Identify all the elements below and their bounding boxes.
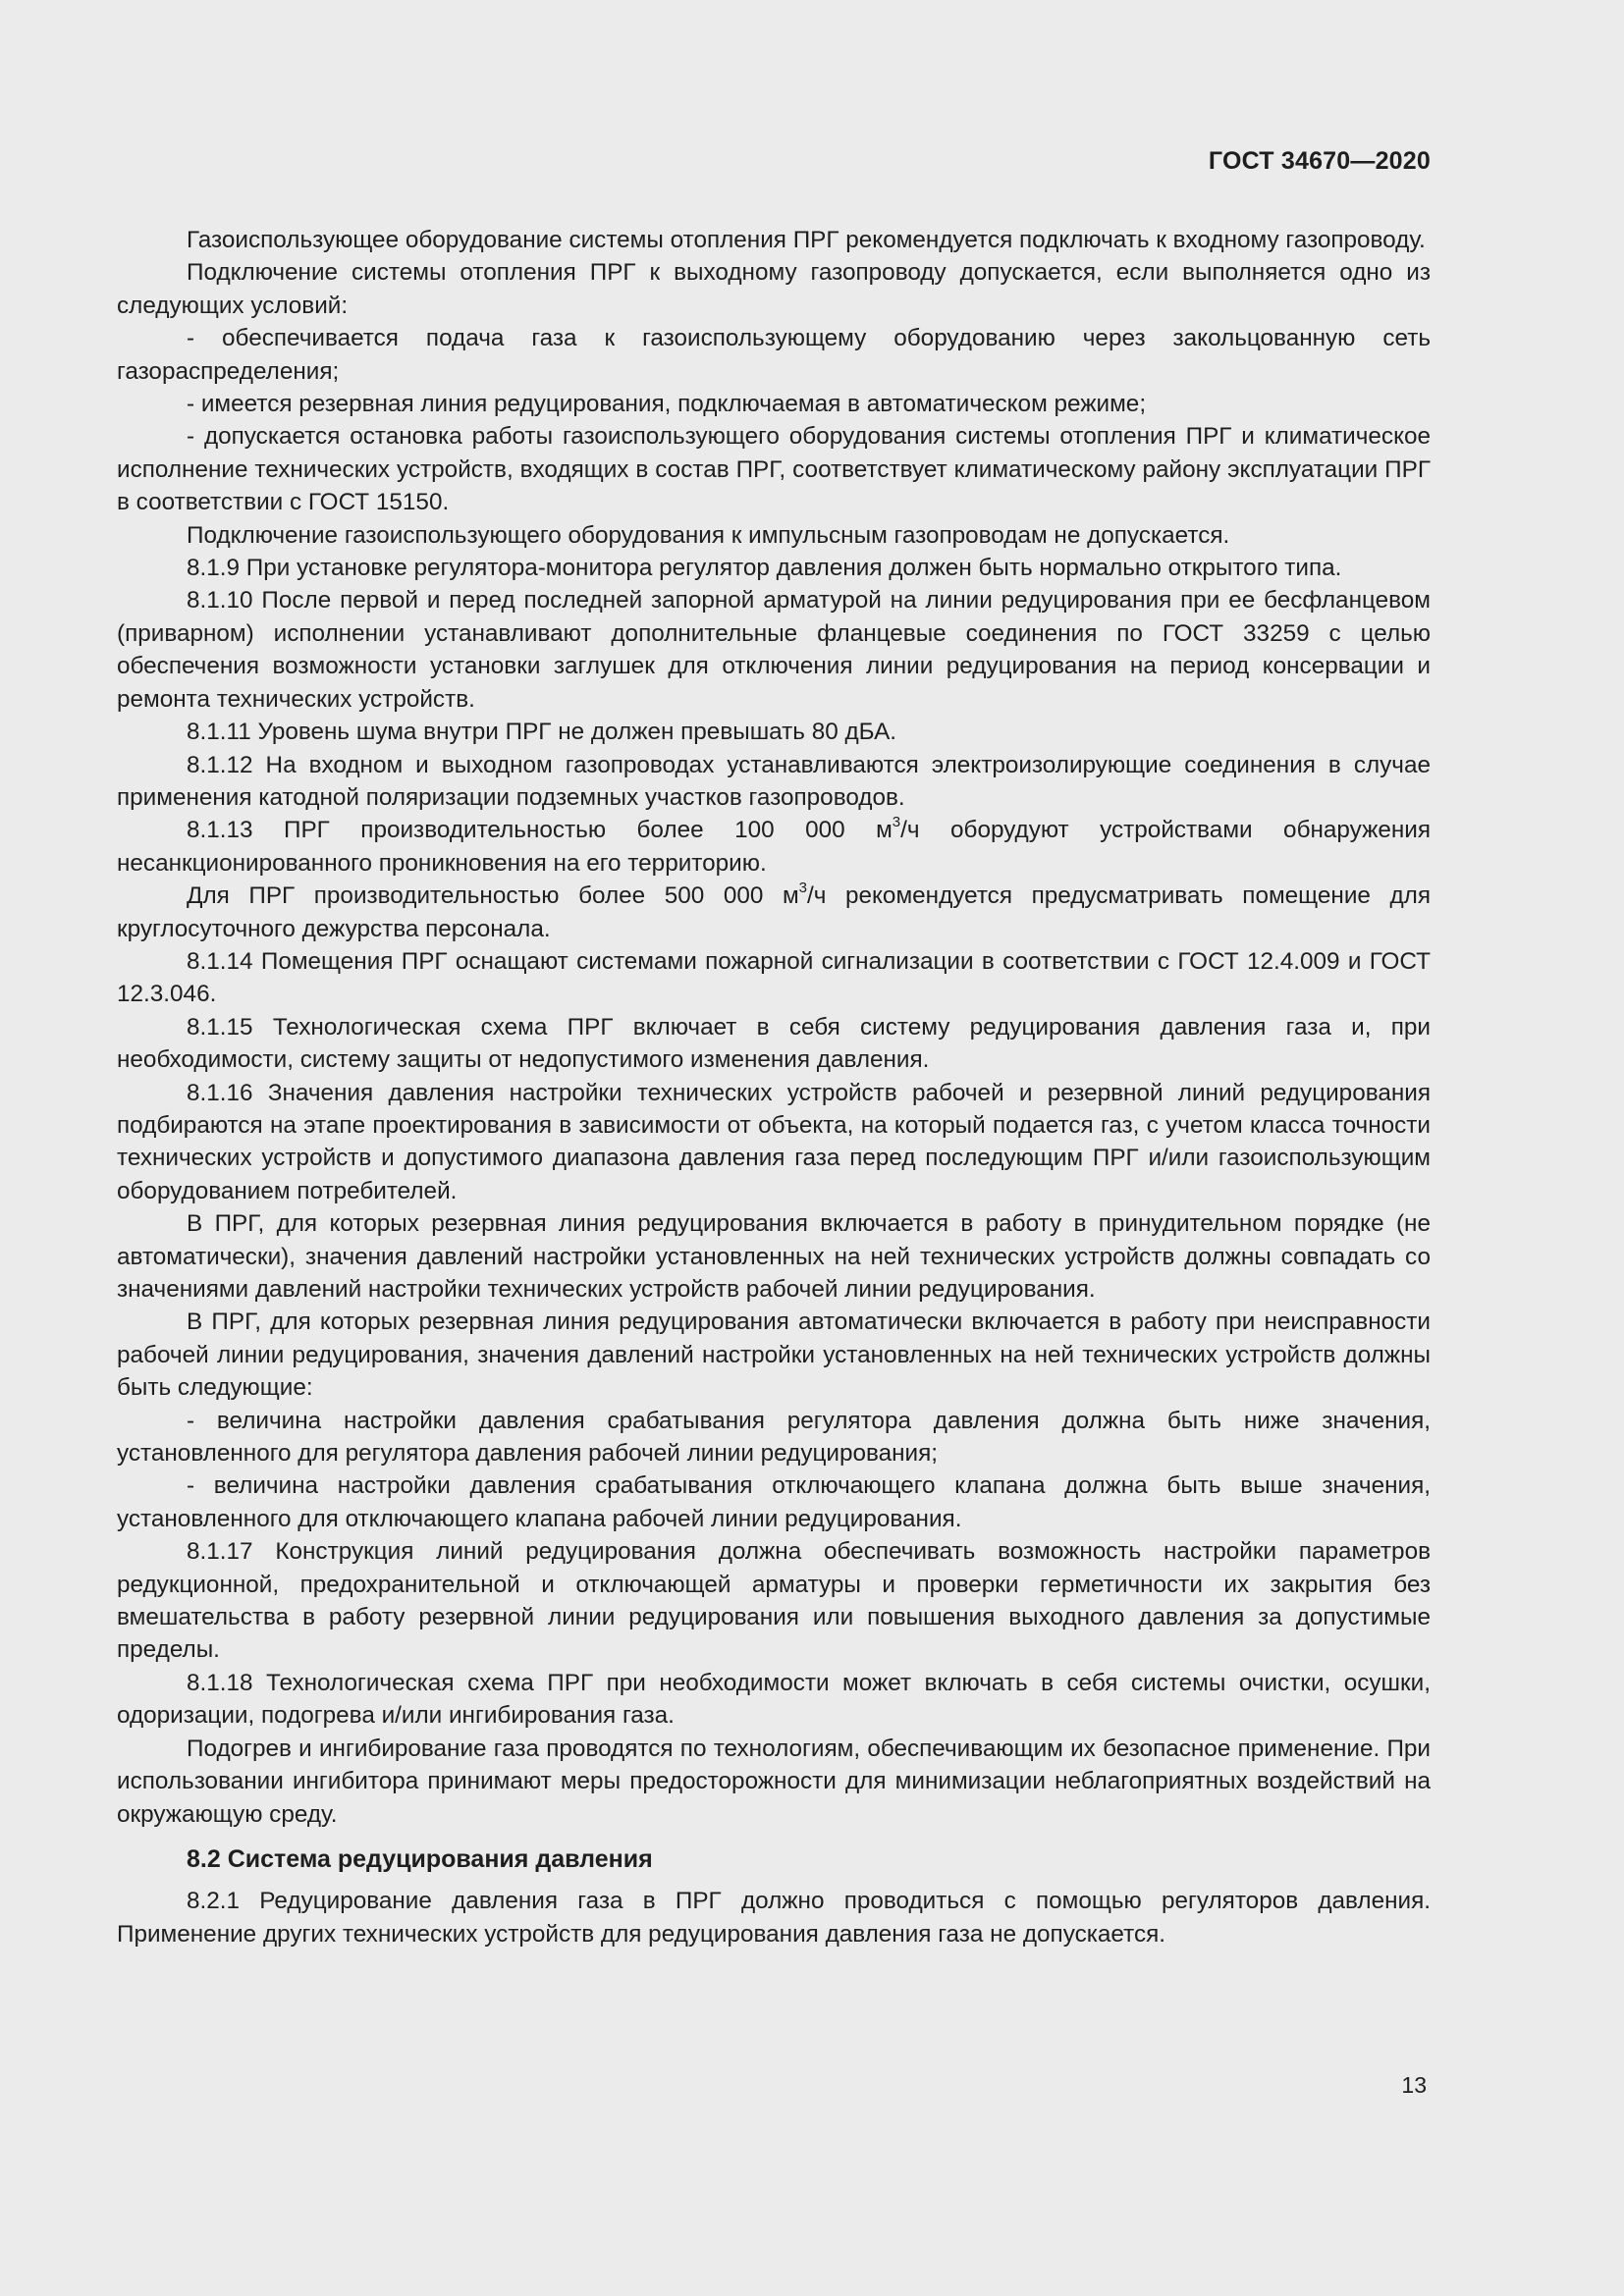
list-item: - величина настройки давления срабатывания регулятора давления должна быть ниже значения, установленного для регулятора давления рабочей линии редуцирования; — [117, 1407, 1431, 1468]
paragraph: Подключение системы отопления ПРГ к выходному газопроводу допускается, если выполняется одно из следующих условий: — [117, 259, 1431, 319]
text-run: Для ПРГ производительностью более 500 000 м — [187, 882, 799, 910]
clause-8-1-11: 8.1.11 Уровень шума внутри ПРГ не должен превышать 80 дБА. — [187, 719, 897, 746]
paragraph — [117, 880, 1431, 945]
paragraph: В ПРГ, для которых резервная линия редуцирования включается в работу в принудительном порядке (не автоматически), значения давлений настройки установленных на ней технических устройств должны совпадать со значениями давлений настройки технических устройств рабочей линии редуцирования. — [117, 1210, 1431, 1303]
clause-8-1-14: 8.1.14 Помещения ПРГ оснащают системами пожарной сигнализации в соответствии с ГОСТ 12.4.009 и ГОСТ 12.3.046. — [117, 947, 1431, 1008]
clause-8-1-13 — [117, 814, 1431, 880]
superscript: 3 — [798, 880, 808, 897]
clause-8-1-12: 8.1.12 На входном и выходном газопроводах устанавливаются электроизолирующие соединения в случае применения катодной поляризации подземных участков газопроводов. — [117, 751, 1431, 811]
superscript: 3 — [892, 814, 901, 831]
text-run: /ч рекомендуется предусматривать помещение для круглосуточного дежурства персонала. — [117, 882, 1431, 942]
clause-8-1-15: 8.1.15 Технологическая схема ПРГ включает в себя систему редуцирования давления газа и, при необходимости, систему защиты от недопустимого изменения давления. — [117, 1013, 1431, 1074]
list-item: - обеспечивается подача газа к газоиспользующему оборудованию через закольцованную сеть газораспределения; — [117, 325, 1431, 385]
section-heading: 8.2 Система редуцирования давления — [187, 1844, 653, 1873]
page-number: 13 — [1401, 2072, 1427, 2098]
clause-8-1-16: 8.1.16 Значения давления настройки технических устройств рабочей и резервной линий редуцирования подбираются на этапе проектирования в зависимости от объекта, на который подается газ, с учетом класса точности технических устройств и допустимого диапазона давления газа перед последующим ПРГ и/или газоиспользующим оборудованием потребителей. — [117, 1079, 1431, 1204]
list-item: - имеется резервная линия редуцирования, подключаемая в автоматическом режиме; — [187, 391, 1147, 418]
document-header: ГОСТ 34670—2020 — [1208, 147, 1431, 175]
document-body — [117, 224, 1431, 1950]
clause-8-1-18: 8.1.18 Технологическая схема ПРГ при необходимости может включать в себя системы очистки, осушки, одоризации, подогрева и/или ингибирования газа. — [117, 1669, 1431, 1730]
text-run: /ч оборудуют устройствами обнаружения несанкционированного проникновения на его территорию. — [117, 817, 1431, 877]
clause-8-1-17: 8.1.17 Конструкция линий редуцирования должна обеспечивать возможность настройки параметров редукционной, предохранительной и отключающей арматуры и проверки герметичности их закрытия без вмешательства в работу резервной линии редуцирования или повышения выходного давления за допустимые пределы. — [117, 1538, 1431, 1664]
paragraph: Подогрев и ингибирование газа проводятся по технологиям, обеспечивающим их безопасное применение. При использовании ингибитора принимают меры предосторожности для минимизации неблагоприятных воздействий на окружающую среду. — [117, 1735, 1431, 1828]
paragraph: Подключение газоиспользующего оборудования к импульсным газопроводам не допускается. — [187, 521, 1230, 549]
clause-8-2-1: 8.2.1 Редуцирование давления газа в ПРГ должно проводиться с помощью регуляторов давления. Применение других технических устройств для редуцирования давления газа не допускается. — [117, 1888, 1431, 1948]
list-item: - допускается остановка работы газоиспользующего оборудования системы отопления ПРГ и климатическое исполнение технических устройств, входящих в состав ПРГ, соответствует климатическому району эксплуатации ПРГ в соответствии с ГОСТ 15150. — [117, 423, 1431, 516]
list-item: - величина настройки давления срабатывания отключающего клапана должна быть выше значения, установленного для отключающего клапана рабочей линии редуцирования. — [117, 1472, 1431, 1532]
clause-8-1-9: 8.1.9 При установке регулятора-монитора регулятор давления должен быть нормально открытого типа. — [187, 555, 1342, 582]
text-run: 8.1.13 ПРГ производительностью более 100 000 м — [187, 817, 893, 844]
paragraph: Газоиспользующее оборудование системы отопления ПРГ рекомендуется подключать к входному газопроводу. — [187, 227, 1426, 253]
paragraph: В ПРГ, для которых резервная линия редуцирования автоматически включается в работу при неисправности рабочей линии редуцирования, значения давлений настройки установленных на ней технических устройств должны быть следующие: — [117, 1308, 1431, 1402]
clause-8-1-10: 8.1.10 После первой и перед последней запорной арматурой на линии редуцирования при ее бесфланцевом (приварном) исполнении устанавливают дополнительные фланцевые соединения по ГОСТ 33259 с целью обеспечения возможности установки заглушек для отключения линии редуцирования на период консервации и ремонта технических устройств. — [117, 587, 1431, 713]
